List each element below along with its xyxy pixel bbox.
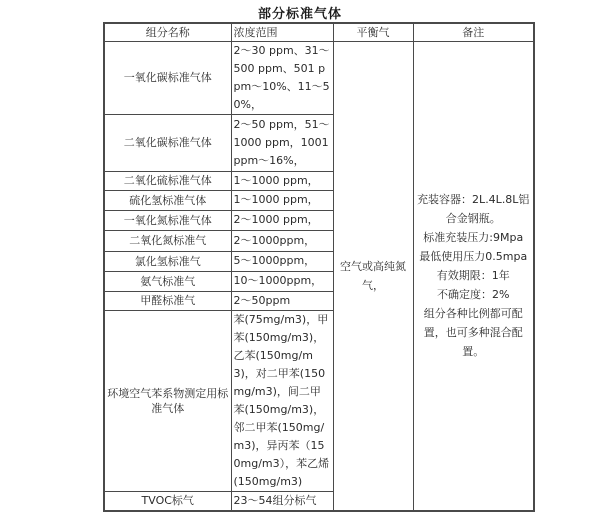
concentration-range-cell: 2～1000ppm， bbox=[231, 230, 333, 251]
concentration-range-cell: 2～1000 ppm， bbox=[231, 210, 333, 230]
concentration-range-cell: 1～1000 ppm， bbox=[231, 171, 333, 190]
table-header-row bbox=[104, 23, 534, 41]
concentration-range-cell: 苯(75mg/m3)，甲苯(150mg/m3)，乙苯(150mg/m3)，对二甲苯(150mg/m3)，间二甲苯(150mg/m3)，邻二甲苯(150mg/m3)，异丙苯（150mg/m3），苯乙烯(150mg/m3) bbox=[231, 310, 333, 491]
standard-gas-table bbox=[103, 22, 535, 512]
page-title: 部分标准气体 bbox=[257, 7, 342, 22]
component-name-cell: 氨气标准气 bbox=[104, 271, 231, 291]
component-name-cell: 二氧化硫标准气体 bbox=[104, 171, 231, 190]
component-name-cell: 甲醛标准气 bbox=[104, 291, 231, 310]
component-name-cell: 二氧化碳标准气体 bbox=[104, 114, 231, 171]
concentration-range-cell: 5～1000ppm， bbox=[231, 251, 333, 271]
concentration-range-cell: 23～54组分标气 bbox=[231, 491, 333, 511]
header-remarks: 备注 bbox=[413, 23, 534, 41]
remarks-cell bbox=[413, 41, 534, 511]
component-name-cell: 一氧化碳标准气体 bbox=[104, 41, 231, 114]
remark-line: 不确定度：2% bbox=[437, 288, 510, 301]
component-name-cell: 二氧化氮标准气 bbox=[104, 230, 231, 251]
concentration-range-cell: 2～50ppm bbox=[231, 291, 333, 310]
header-component-name: 组分名称 bbox=[104, 23, 231, 41]
concentration-range-cell: 2～50 ppm，51～1000 ppm，1001 ppm～16%， bbox=[231, 114, 333, 171]
header-concentration-range: 浓度范围 bbox=[231, 23, 333, 41]
remark-line: 标准充装压力:9Mpa bbox=[423, 231, 524, 244]
remark-line: 有效期限：1年 bbox=[436, 269, 510, 282]
remark-line: 最低使用压力0.5mpa bbox=[419, 250, 528, 263]
component-name-cell: 氯化氢标准气 bbox=[104, 251, 231, 271]
component-name-cell: 一氧化氮标准气体 bbox=[104, 210, 231, 230]
component-name-cell: TVOC标气 bbox=[104, 491, 231, 511]
concentration-range-cell: 2～30 ppm、31～500 ppm、501 ppm～10%、11～50%， bbox=[231, 41, 333, 114]
concentration-range-cell: 1～1000 ppm， bbox=[231, 190, 333, 210]
remark-line: 充装容器：2L.4L.8L铝合金钢瓶。 bbox=[417, 193, 530, 225]
component-name-cell: 硫化氢标准气体 bbox=[104, 190, 231, 210]
concentration-range-cell: 10～1000ppm， bbox=[231, 271, 333, 291]
balance-gas-cell: 空气或高纯氮气， bbox=[333, 41, 413, 511]
component-name-cell: 环境空气苯系物测定用标准气体 bbox=[104, 310, 231, 491]
header-balance-gas: 平衡气 bbox=[333, 23, 413, 41]
remark-line: 组分各种比例都可配置，也可多种混合配置。 bbox=[423, 307, 523, 358]
table-row bbox=[104, 41, 534, 114]
